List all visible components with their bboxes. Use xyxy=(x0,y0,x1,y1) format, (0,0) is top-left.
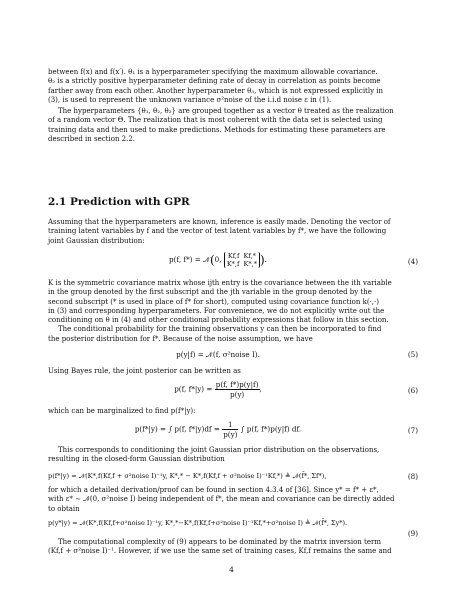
complexity-paragraph xyxy=(48,538,418,557)
derivation-paragraph xyxy=(48,486,418,514)
equation-number: (6) xyxy=(407,386,418,395)
equation-8: p(f*|y) = 𝒩(K*,f(Kf,f + σ²noise I)⁻¹y, K*,* − K*,f(Kf,f + σ²noise I)⁻¹Kf,*) ≜ 𝒩(f̄*, Σf*), (8) xyxy=(48,472,418,481)
text-line: for which a detailed derivation/proof can be found in section 4.3.4 of [36]. Since y* = f* + ε*, xyxy=(48,486,379,494)
text-line: conditioning on θ in (4) and other conditional probability expressions that follow in this section. xyxy=(48,316,389,325)
equation-5: p(y|f) = 𝒩(f, σ²noise I). (5) xyxy=(176,350,418,359)
equation-number: (5) xyxy=(407,350,418,359)
text-line: in (3) and corresponding hyperparameters. For convenience, we do not explicitly write out the xyxy=(48,306,385,315)
text-line: of a random vector Θ. The realization that is most coherent with the data set is selected using xyxy=(48,116,383,125)
covariance-paragraph xyxy=(48,279,418,344)
text-line: second subscript (* is used in place of f* for short), computed using covariance function k(·,·) xyxy=(48,297,379,306)
text-line: The hyperparameters {θ₁, θ₂, θ₃} are grouped together as a vector θ treated as the realization xyxy=(58,107,394,115)
text-line: described in section 2.2. xyxy=(48,134,136,143)
page-number: 4 xyxy=(229,565,234,574)
text-line: resulting in the closed-form Gaussian distribution xyxy=(48,455,225,464)
equation-number: (7) xyxy=(407,426,418,435)
conditioning-paragraph xyxy=(48,446,418,465)
text-line: Assuming that the hyperparameters are known, inference is easily made. Denoting the vector of xyxy=(48,218,391,226)
text-line: which can be marginalized to find p(f*|y): xyxy=(48,407,196,415)
section-heading xyxy=(48,196,190,208)
text-line: This corresponds to conditioning the joint Gaussian prior distribution on the observations, xyxy=(58,446,380,454)
text-line: the posterior distribution for f*. Because of the noise assumption, we have xyxy=(48,334,313,343)
equation-lhs: p(f, f*) = 𝒩 xyxy=(169,255,210,264)
equation-zero: 0, xyxy=(214,255,222,264)
text-line: (Kf,f + σ²noise I)⁻¹. However, if we use the same set of training cases, Kf,f remains the same and xyxy=(48,547,392,556)
text-line: (3), is used to represent the unknown variance σ²noise of the i.i.d noise ε in (1). xyxy=(48,95,332,104)
text-line: θ₂ is a strictly positive hyperparameter defining rate of decay in correlation as points become xyxy=(48,77,381,86)
text-line: training data and then used to make predictions. Methods for estimating these parameters are xyxy=(48,125,386,134)
intro-paragraph xyxy=(48,68,418,105)
hyperparameter-paragraph xyxy=(48,107,418,144)
text-line: K is the symmetric covariance matrix whose ijth entry is the covariance between the ith variable xyxy=(48,279,392,287)
text-line: The computational complexity of (9) appears to be dominated by the matrix inversion term xyxy=(58,538,381,546)
text-line: farther away from each other. Another hyperparameter θ₃, which is not expressed explicitly in xyxy=(48,86,384,95)
text-line: Using Bayes rule, the joint posterior can be written as xyxy=(48,367,241,375)
equation-6: p(f, f*|y) = $\frac{p(f, f*)p(y|f)}{p(y)}$ , (6) xyxy=(174,380,418,399)
text-line: to obtain xyxy=(48,504,80,513)
equation-4: p(f, f*) = 𝒩(0, Kf,f Kf,* K*,f K*,* ). (4) xyxy=(169,252,418,268)
equation-7: p(f*|y) = ∫ p(f, f*|y)df = $\frac{1}{p(y)}$ ∫ p(f, f*)p(y|f) df. (7) xyxy=(134,420,418,439)
text-line: in the group denoted by the first subscript and the jth variable in the group denoted by the xyxy=(48,288,372,297)
equation-number: (4) xyxy=(407,257,418,266)
text-line: training latent variables by f and the vector of test latent variables by f*, we have the following xyxy=(48,227,387,236)
text-line: between f(x) and f(x′). θ₁ is a hyperparameter specifying the maximum allowable covariance. xyxy=(48,68,378,76)
text-line: with ε* ∼ 𝒩(0, σ²noise I) being independent of f*, the mean and covariance can be directly added xyxy=(48,495,395,504)
bayes-paragraph xyxy=(48,367,418,376)
equation-number: (8) xyxy=(407,472,418,481)
equation-9: p(y*|y) = 𝒩(K*,f(Kf,f+σ²noise I)⁻¹y, K*,*−K*,f(Kf,f+σ²noise I)⁻¹Kf,*+σ²noise I) ≜ 𝒩(f̄*, Σy*). (9) xyxy=(48,519,418,538)
covariance-matrix: Kf,f Kf,* K*,f K*,* xyxy=(224,252,260,268)
equation-number: (9) xyxy=(407,529,418,538)
text-line: The conditional probability for the training observations y can then be incorporated to find xyxy=(58,325,382,334)
marginalize-paragraph xyxy=(48,407,418,416)
prediction-paragraph xyxy=(48,218,418,246)
text-line: joint Gaussian distribution: xyxy=(48,236,145,245)
section-number: 2.1 xyxy=(48,196,67,208)
section-title: Prediction with GPR xyxy=(70,196,190,208)
